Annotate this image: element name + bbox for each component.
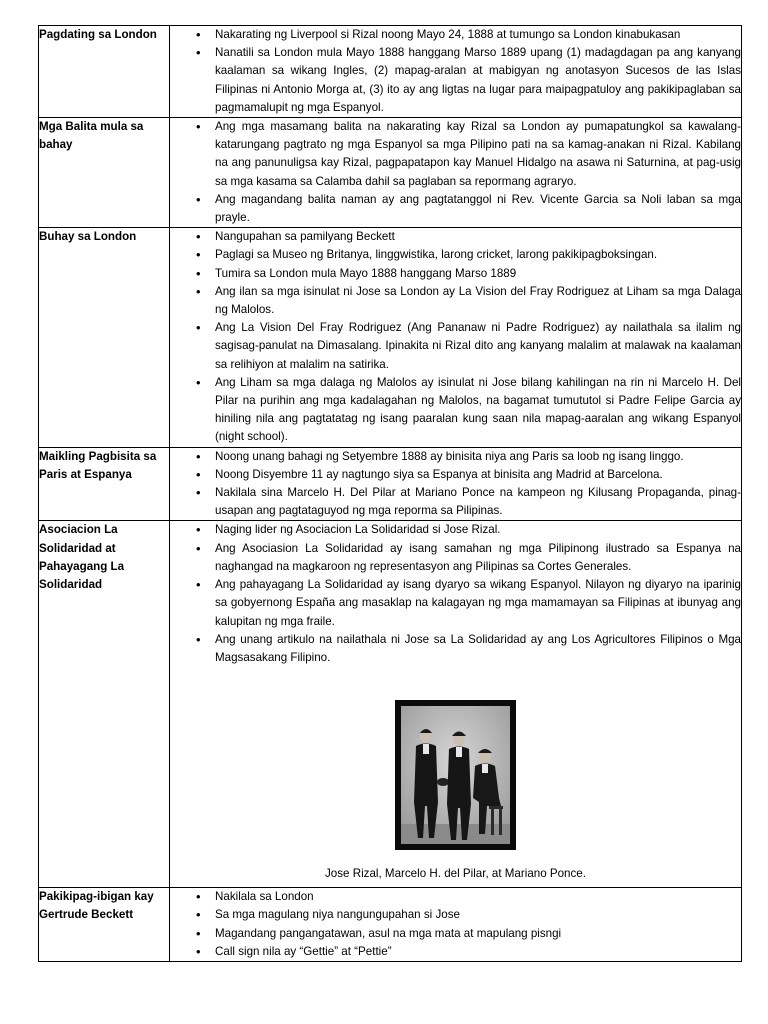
row-topic: Mga Balita mula sa bahay bbox=[39, 120, 144, 152]
table-row bbox=[39, 26, 742, 118]
row-topic: Asociacion La Solidaridad at Pahayagang La Solidaridad bbox=[39, 523, 125, 592]
list-item: • Nanatili sa London mula Mayo 1888 hanggang Marso 1889 upang (1) madagdagan pa ang kanyang kaalaman sa wikang Ingles, (2) mapag-aralan at mabigyan ng anotasyon Sucesos de las Islas Filipinas ni Antonio Morga at, (3) ito ay ang ligtas na lugar para maipagpatuloy ang pakikipaglaban sa pagmamalupit ng mga Espanyol. bbox=[170, 44, 741, 117]
content-cell bbox=[170, 26, 742, 118]
bullet-list bbox=[170, 521, 741, 667]
bullet-list bbox=[170, 26, 741, 117]
bullet-list bbox=[170, 888, 741, 961]
table-row bbox=[39, 888, 742, 962]
bullet-list bbox=[170, 228, 741, 446]
list-item: • Ang mga masamang balita na nakarating kay Rizal sa London ay pumapatungkol sa kawalang-katarungang pagtrato ng mga Espanyol sa mga Pilipino pati na sa kamag-anakan ni Rizal. Kabilang na ang panunuligsa kay Rizal, pagpapatapon kay Manuel Hidalgo na asawa ni Saturnina, at pag-usig sa mga kasama sa Calamba dahil sa paglaban sa repormang agraryo. bbox=[170, 118, 741, 191]
list-item: • Ang ilan sa mga isinulat ni Jose sa London ay La Vision del Fray Rodriguez at Liham sa mga Dalaga ng Malolos. bbox=[170, 283, 741, 319]
list-item: • Nakilala sina Marcelo H. Del Pilar at Mariano Ponce na kampeon ng Kilusang Propaganda, pinag-usapan ang pagtataguyod ng mga reporma sa Pilipinas. bbox=[170, 484, 741, 520]
group-photo-image bbox=[401, 706, 510, 844]
list-item: • Paglagi sa Museo ng Britanya, linggwistika, larong cricket, larong pakikipagboksingan. bbox=[170, 246, 741, 264]
photo-block bbox=[170, 700, 741, 883]
list-item: • Ang unang artikulo na nailathala ni Jose sa La Solidaridad ay ang Los Agricultores Filipinos o Mga Magsasakang Filipino. bbox=[170, 631, 741, 667]
row-topic: Pagdating sa London bbox=[39, 28, 157, 41]
topic-cell bbox=[39, 888, 170, 962]
content-cell bbox=[170, 118, 742, 228]
list-item: • Noong unang bahagi ng Setyembre 1888 ay binisita niya ang Paris sa loob ng isang linggo. bbox=[170, 448, 741, 466]
list-item: • Nakilala sa London bbox=[170, 888, 741, 906]
content-cell bbox=[170, 888, 742, 962]
list-item: • Call sign nila ay “Gettie” at “Pettie” bbox=[170, 943, 741, 961]
table-row bbox=[39, 228, 742, 447]
topic-cell bbox=[39, 447, 170, 521]
document-table bbox=[38, 25, 742, 962]
bullet-list bbox=[170, 448, 741, 521]
table-row bbox=[39, 118, 742, 228]
bullet-list bbox=[170, 118, 741, 227]
row-topic: Pakikipag-ibigan kay Gertrude Beckett bbox=[39, 890, 154, 922]
topic-cell bbox=[39, 228, 170, 447]
list-item: • Ang magandang balita naman ay ang pagtatanggol ni Rev. Vicente Garcia sa Noli laban sa mga prayle. bbox=[170, 191, 741, 227]
list-item: • Tumira sa London mula Mayo 1888 hanggang Marso 1889 bbox=[170, 265, 741, 283]
list-item: • Ang La Vision Del Fray Rodriguez (Ang Pananaw ni Padre Rodriguez) ay nailathala sa ilalim ng sagisag-panulat na Dimasalang. Ipinakita ni Rizal dito ang kanyang malalim at malawak na kaalaman sa relihiyon at malalim na satirika. bbox=[170, 319, 741, 374]
content-cell bbox=[170, 447, 742, 521]
list-item: • Nakarating ng Liverpool si Rizal noong Mayo 24, 1888 at tumungo sa London kinabukasan bbox=[170, 26, 741, 44]
group-photo bbox=[395, 700, 516, 850]
list-item: • Nangupahan sa pamilyang Beckett bbox=[170, 228, 741, 246]
topic-cell bbox=[39, 118, 170, 228]
row-topic: Buhay sa London bbox=[39, 230, 137, 244]
topic-cell bbox=[39, 521, 170, 888]
content-cell bbox=[170, 228, 742, 447]
list-item: • Ang Asociasion La Solidaridad ay isang samahan ng mga Pilipinong ilustrado sa Espanya na naghangad na magkaroon ng representasyon ang Pilipinas sa Cortes Generales. bbox=[170, 540, 741, 576]
list-item: • Ang pahayagang La Solidaridad ay isang dyaryo sa wikang Espanyol. Nilayon ng diyaryo na iparinig sa gobyernong España ang masaklap na kalagayan ng mga mamamayan sa Filipinas at ibunyag ang kalupitan ng mga fraile. bbox=[170, 576, 741, 631]
list-item: • Sa mga magulang niya nangungupahan si Jose bbox=[170, 906, 741, 924]
list-item: • Magandang pangangatawan, asul na mga mata at mapulang pisngi bbox=[170, 925, 741, 943]
list-item: • Ang Liham sa mga dalaga ng Malolos ay isinulat ni Jose bilang kahilingan na rin ni Marcelo H. Del Pilar na purihin ang mga kadalagahan ng Malolos, na bagamat tumututol si Padre Felipe Garcia ay hiniling nila ang pagtatatag ng isang paaralan kung saan nila mapag-aaralan ang wikang Espanyol (night school). bbox=[170, 374, 741, 447]
list-item: • Noong Disyembre 11 ay nagtungo siya sa Espanya at binisita ang Madrid at Barcelona. bbox=[170, 466, 741, 484]
topic-cell bbox=[39, 26, 170, 118]
table-row bbox=[39, 521, 742, 888]
table-row bbox=[39, 447, 742, 521]
row-topic: Maikling Pagbisita sa Paris at Espanya bbox=[39, 449, 157, 481]
content-cell bbox=[170, 521, 742, 888]
list-item: • Naging lider ng Asociacion La Solidaridad si Jose Rizal. bbox=[170, 521, 741, 539]
photo-caption: Jose Rizal, Marcelo H. del Pilar, at Mariano Ponce. bbox=[325, 867, 586, 881]
